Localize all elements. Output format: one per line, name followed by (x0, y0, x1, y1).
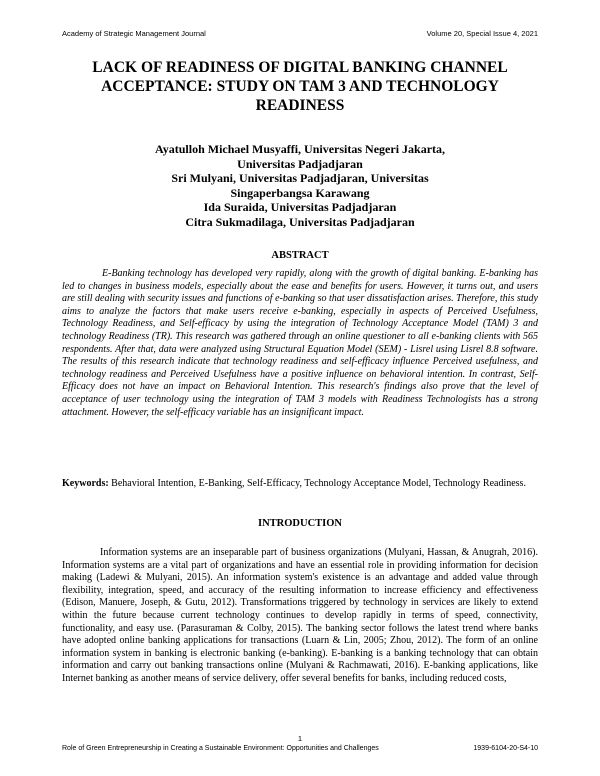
footer-conference: Role of Green Entrepreneurship in Creating a Sustainable Environment: Opportunities and Challenges (62, 745, 379, 752)
author-line: Citra Sukmadilaga, Universitas Padjadjaran (185, 214, 415, 229)
keywords-label: Keywords: (62, 478, 109, 489)
author-line: Sri Mulyani, Universitas Padjadjaran, Universitas (171, 171, 429, 185)
abstract-body: E-Banking technology has developed very rapidly, along with the growth of digital banking. E-banking has led to changes in business models, especially about the ease and benefits for users. However, it turns out, and users are still dealing with security issues and functions of e-banking so that user dissatisfaction arises. Therefore, this study aims to analyze the factors that make users receive e-banking, especially in aspects of Perceived Usefulness, Technology Readiness, and Self-efficacy by using the integration of Technology Acceptance Model (TAM) 3 and technology Readiness (TR). This research was gathered through an online questioner to all e-banking clients with 565 respondents. After that, data were analyzed using Structural Equation Model (SEM) - Lisrel using Lisrel 8.8 software. The results of this research indicate that technology readiness and self-efficacy influence Perceived usefulness, and technology readiness and Perceived Usefulness have a positive influence on behavioral intention. In contrast, Self-Efficacy does not have an impact on Behavioral Intention. This research's findings also prove that the level of acceptance of user technology using the integration of TAM 3 models with Readiness Technologists has a strong attachment. However, the self-efficacy variable has an insignificant impact. (62, 268, 538, 418)
author-line: Singaperbangsa Karawang (230, 185, 370, 200)
keywords (62, 478, 538, 491)
page-number: 1 (297, 734, 303, 743)
author-line: Ayatulloh Michael Musyaffi, Universitas Negeri Jakarta, (154, 142, 446, 156)
volume-info: Volume 20, Special Issue 4, 2021 (426, 29, 538, 38)
journal-name: Academy of Strategic Management Journal (62, 29, 206, 38)
author-list (62, 142, 538, 229)
author-line: Ida Suraida, Universitas Padjadjaran (203, 200, 397, 214)
introduction-body: Information systems are an inseparable part of business organizations (Mulyani, Hassan, & Anugrah, 2016). Information systems are a vital part of organizations and have an essential role in providing information for decision making (Ladewi & Mulyani, 2015). An information system's existence is an advantage and added value through flexibility, integration, speed, and accuracy of the resulting information to increase efficiency and effectiveness (Edison, Manuere, Joseph, & Gutu, 2012). Transformations triggered by technology in services are likely to extend within the future because current technology continues to develop rapidly in terms of speed, connectivity, functionality, and easy use. (Parasuraman & Colby, 2015). The banking sector follows the latest trend where banks have adopted online banking applications for transactions (Luarn & Lin, 2005; Zhou, 2012). The form of an online information system in banking is electronic banking (e-banking). E-banking is a banking technology that can obtain information and carry out banking transactions online (Mulyani & Rachmawati, 2016). E-banking applications, like Internet banking as another means of service delivery, offer several benefits for banks, including reduced costs, (62, 547, 538, 684)
footer-doc-id: 1939-6104-20-S4-10 (473, 745, 538, 752)
author-line: Universitas Padjadjaran (237, 156, 363, 171)
paper-title: LACK OF READINESS OF DIGITAL BANKING CHANNEL ACCEPTANCE: STUDY ON TAM 3 AND TECHNOLOGY READINESS (92, 59, 508, 114)
abstract-heading: ABSTRACT (271, 250, 329, 261)
introduction-heading: INTRODUCTION (257, 518, 342, 529)
keywords-text: Behavioral Intention, E-Banking, Self-Efficacy, Technology Acceptance Model, Technology Readiness. (111, 478, 526, 489)
